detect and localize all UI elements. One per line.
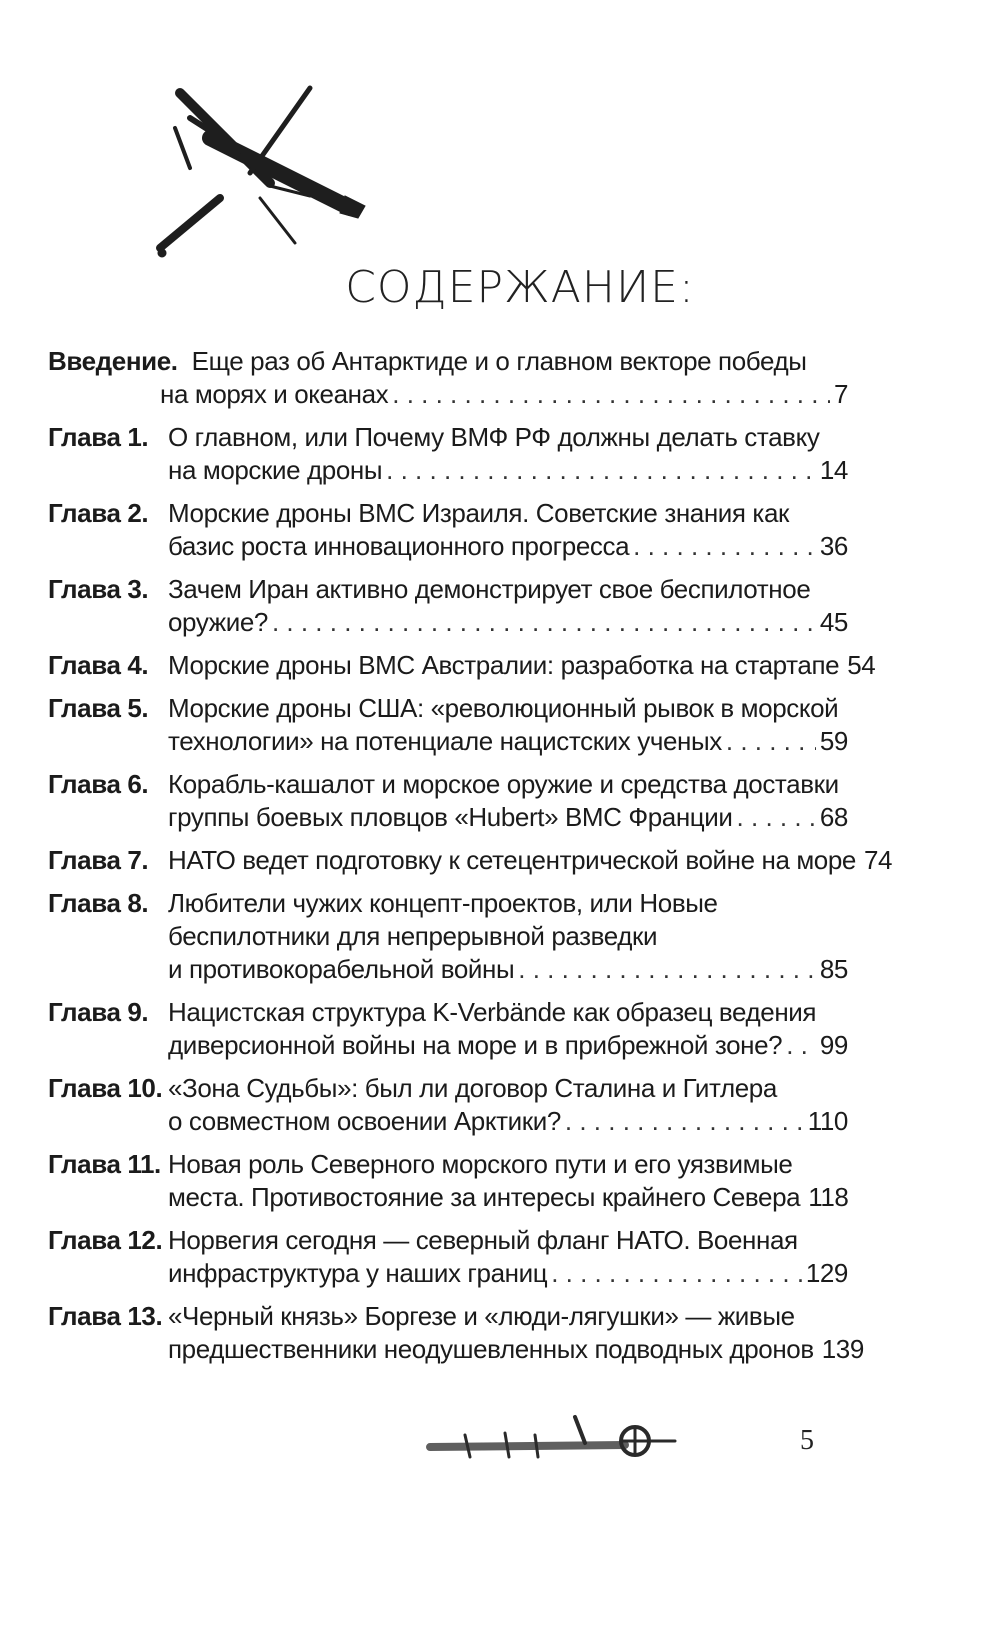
toc-entry (48, 768, 848, 834)
toc-title-line: технологии» на потенциале нацистских ученых (168, 726, 722, 756)
leader-dots (386, 454, 816, 487)
toc-title-line: предшественники неодушевленных подводных дронов (168, 1334, 814, 1364)
toc-title-line: Морские дроны ВМС Австралии: разработка на стартапе (168, 650, 840, 680)
toc-title-line: группы боевых пловцов «Hubert» ВМС Франции (168, 802, 733, 832)
toc-title-line: оружие? (168, 607, 268, 637)
toc-page-number: 14 (819, 455, 848, 485)
toc-label: Введение. (48, 346, 178, 376)
toc-entry (48, 1224, 848, 1290)
toc-title-line: Норвегия сегодня — северный фланг НАТО. Военная (168, 1225, 798, 1255)
toc-label: Глава 10. (48, 1073, 163, 1103)
toc-entry (48, 497, 848, 563)
toc-page-number: 99 (819, 1030, 848, 1060)
toc-title-line: диверсионной войны на море и в прибрежной зоне? (168, 1030, 783, 1060)
leader-dots (272, 606, 816, 639)
toc-label: Глава 7. (48, 845, 149, 875)
page-title: СОДЕРЖАНИЕ: (345, 262, 695, 313)
toc-page-number: 59 (819, 726, 848, 756)
toc-page-number: 85 (819, 954, 848, 984)
toc-page-number: 74 (863, 845, 893, 875)
toc-title-line: базис роста инновационного прогресса (168, 531, 630, 561)
toc-title-line: «Зона Судьбы»: был ли договор Сталина и Гитлера (168, 1073, 777, 1103)
leader-dots (392, 378, 830, 411)
toc-label: Глава 11. (48, 1149, 161, 1179)
toc-title-line: НАТО ведет подготовку к сетецентрической войне на море (168, 845, 856, 875)
leader-dots (518, 953, 816, 986)
toc-page-number: 118 (808, 1182, 849, 1212)
leader-dots (737, 801, 816, 834)
toc-title-line: О главном, или Почему ВМФ РФ должны делать ставку (168, 422, 820, 452)
toc-page-number: 54 (847, 650, 876, 680)
toc-label: Глава 4. (48, 650, 149, 680)
toc-title-line: Любители чужих концепт-проектов, или Новые (168, 888, 718, 918)
toc-title-line: «Черный князь» Боргезе и «люди-лягушки» — живые (168, 1301, 795, 1331)
toc-label: Глава 2. (48, 498, 149, 528)
toc-title-line: Морские дроны ВМС Израиля. Советские знания как (168, 498, 790, 528)
toc-label: Глава 6. (48, 769, 149, 799)
toc-page-number: 45 (819, 607, 848, 637)
toc-entry (48, 996, 848, 1062)
toc-title-line: о совместном освоении Арктики? (168, 1106, 561, 1136)
toc-title-line: Новая роль Северного морского пути и его уязвимые (168, 1149, 793, 1179)
toc-title-line: Еще раз об Антарктиде и о главном векторе победы (191, 346, 807, 376)
toc-title-line: и противокорабельной войны (168, 954, 515, 984)
toc-title-line: на морские дроны (168, 455, 383, 485)
toc-page-number: 68 (819, 802, 848, 832)
toc-title-line: Морские дроны США: «революционный рывок в морской (168, 693, 839, 723)
toc-entry (48, 844, 893, 877)
toc-page-number: 110 (807, 1106, 848, 1136)
leader-dots (551, 1257, 802, 1290)
toc-page-number: 36 (819, 531, 848, 561)
toc-title-line: на морях и океанах (160, 379, 389, 409)
toc-title-line: Нацистская структура K-Verbände как образец ведения (168, 997, 817, 1027)
toc-entry (48, 649, 876, 682)
toc-title-line: Зачем Иран активно демонстрирует свое беспилотное (168, 574, 811, 604)
toc-label: Глава 13. (48, 1301, 163, 1331)
toc-title-line: места. Противостояние за интересы крайнего Севера (168, 1182, 801, 1212)
toc-label: Глава 5. (48, 693, 149, 723)
toc-label: Глава 3. (48, 574, 149, 604)
toc-title-line: инфраструктура у наших границ (168, 1258, 548, 1288)
toc-entry (48, 1148, 848, 1214)
torpedo-drone-icon (425, 1405, 685, 1475)
toc-entry (48, 573, 848, 639)
toc-entry (48, 421, 848, 487)
toc-label: Глава 1. (48, 422, 149, 452)
toc-label: Глава 8. (48, 888, 149, 918)
toc-label: Глава 12. (48, 1225, 163, 1255)
toc-page-number: 139 (821, 1334, 864, 1364)
leader-dots (786, 1029, 816, 1062)
toc-entry (48, 1300, 864, 1366)
drone-illustration-icon (150, 78, 380, 278)
leader-dots (633, 530, 816, 563)
toc-title-line: беспилотники для непрерывной разведки (168, 921, 658, 951)
toc-page-number: 7 (833, 379, 848, 409)
toc-entry (48, 692, 848, 758)
leader-dots (726, 725, 816, 758)
leader-dots (565, 1105, 804, 1138)
toc-entry (48, 1072, 848, 1138)
toc-label: Глава 9. (48, 997, 149, 1027)
toc-page-number: 129 (805, 1258, 848, 1288)
page-number: 5 (800, 1425, 814, 1456)
toc-entry (48, 887, 848, 986)
toc-entry-intro (48, 345, 848, 411)
toc-title-line: Корабль-кашалот и морское оружие и средства доставки (168, 769, 839, 799)
table-of-contents (48, 345, 893, 1376)
